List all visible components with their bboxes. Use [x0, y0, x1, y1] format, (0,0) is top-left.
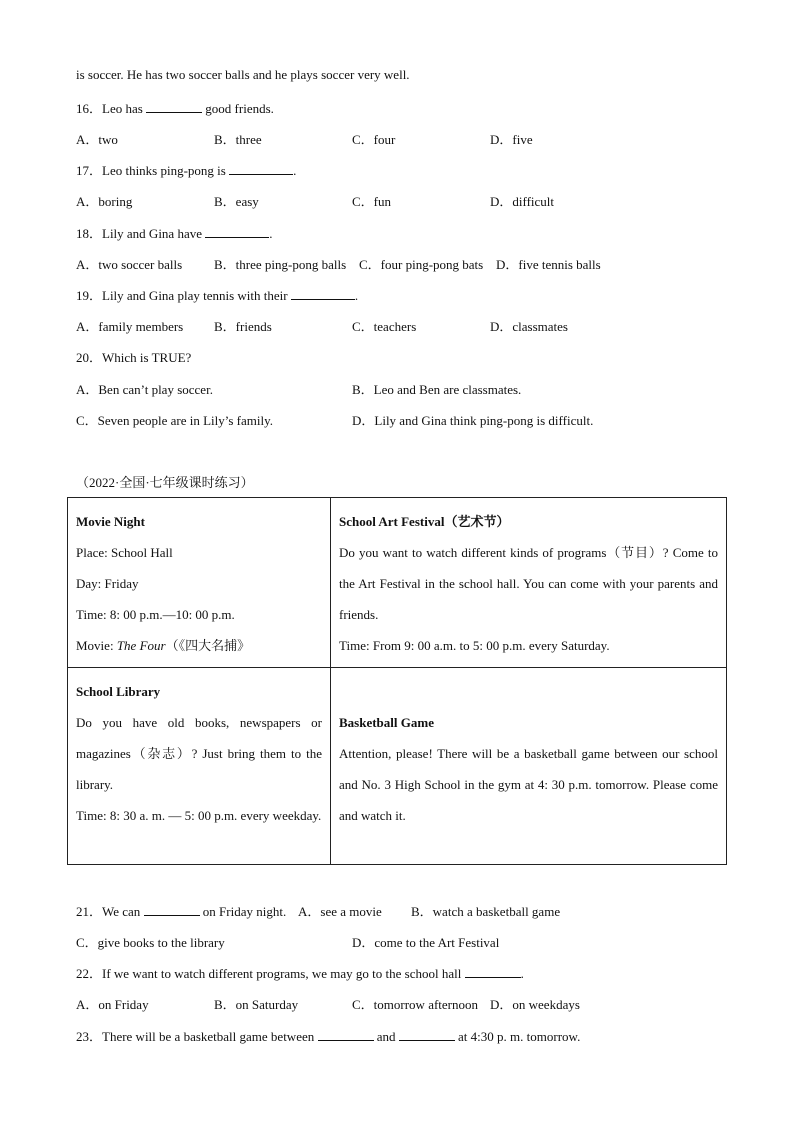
q20-option-d[interactable]: D．Lily and Gina think ping-pong is difficult. [352, 413, 594, 428]
q19-stem-post: . [354, 288, 359, 303]
q23-stem-mid: and [376, 1029, 396, 1044]
question-22 [76, 963, 524, 982]
art-festival-title-cn: （艺术节） [444, 514, 510, 529]
q19-option-d[interactable]: D．classmates [490, 319, 568, 334]
art-festival-title: School Art Festival [339, 514, 445, 529]
q16-option-c[interactable]: C．four [352, 132, 396, 147]
question-16 [76, 98, 274, 117]
art-festival-ad [331, 498, 727, 668]
movie-night-ad [68, 498, 331, 668]
art-festival-time: Time: From 9: 00 a.m. to 5: 00 p.m. every Saturday. [339, 638, 610, 653]
q16-option-a[interactable]: A．two [76, 132, 118, 147]
q21-stem-post: on Friday night. [202, 904, 287, 919]
q19-stem-pre: 19．Lily and Gina play tennis with their [76, 288, 288, 303]
q17-blank[interactable] [229, 162, 293, 175]
q17-option-c[interactable]: C．fun [352, 194, 392, 209]
q20-option-a[interactable]: A．Ben can’t play soccer. [76, 382, 213, 397]
q22-blank[interactable] [465, 965, 521, 978]
q21-option-d[interactable]: D．come to the Art Festival [352, 935, 500, 950]
question-19 [76, 285, 358, 304]
q16-option-d[interactable]: D．five [490, 132, 533, 147]
basketball-game-ad [331, 668, 727, 865]
q22-option-b[interactable]: B．on Saturday [214, 997, 299, 1012]
passage-tail: is soccer. He has two soccer balls and he plays soccer very well. [76, 67, 410, 82]
q17-option-a[interactable]: A．boring [76, 194, 133, 209]
q20-option-c[interactable]: C．Seven people are in Lily’s family. [76, 413, 273, 428]
q18-stem-pre: 18．Lily and Gina have [76, 226, 202, 241]
q19-option-b[interactable]: B．friends [214, 319, 272, 334]
q23-blank-2[interactable] [399, 1028, 455, 1041]
q21-option-c[interactable]: C．give books to the library [76, 935, 225, 950]
question-23 [76, 1026, 580, 1045]
q23-stem-pre: 23．There will be a basketball game between [76, 1029, 315, 1044]
q17-option-b[interactable]: B．easy [214, 194, 259, 209]
q22-option-a[interactable]: A．on Friday [76, 997, 149, 1012]
q21-option-a[interactable]: A．see a movie [298, 904, 382, 919]
q17-stem-post: . [293, 163, 297, 178]
q23-blank-1[interactable] [318, 1028, 374, 1041]
q22-stem-pre: 22．If we want to watch different programs, we may go to the school hall [76, 966, 462, 981]
q17-stem-pre: 17．Leo thinks ping-pong is [76, 163, 226, 178]
art-festival-body: Do you want to watch different kinds of programs（节目）? Come to the Art Festival in the school hall. You can come with your parents and friends. [339, 545, 718, 622]
basketball-game-body: Attention, please! There will be a basketball game between our school and No. 3 High School in the gym at 4: 30 p.m. tomorrow. Please come and watch it. [339, 746, 718, 823]
school-library-body: Do you have old books, newspapers or magazines（杂志）? Just bring them to the library. [76, 715, 322, 792]
question-21 [76, 901, 286, 920]
q19-option-c[interactable]: C．teachers [352, 319, 417, 334]
q18-option-a[interactable]: A．two soccer balls [76, 257, 183, 272]
q17-option-d[interactable]: D．difficult [490, 194, 555, 209]
movie-night-time: Time: 8: 00 p.m.—10: 00 p.m. [76, 607, 235, 622]
question-20: 20．Which is TRUE? [76, 350, 192, 365]
question-18 [76, 223, 273, 242]
q22-option-d[interactable]: D．on weekdays [490, 997, 580, 1012]
movie-night-place: Place: School Hall [76, 545, 173, 560]
school-library-time: Time: 8: 30 a. m. — 5: 00 p.m. every weekday. [76, 808, 322, 823]
q21-blank[interactable] [144, 903, 200, 916]
movie-name: The Four [116, 638, 166, 653]
school-library-title: School Library [76, 684, 161, 699]
q20-option-b[interactable]: B．Leo and Ben are classmates. [352, 382, 522, 397]
movie-night-day: Day: Friday [76, 576, 139, 591]
q16-blank[interactable] [146, 100, 202, 113]
q16-stem-pre: 16．Leo has [76, 101, 143, 116]
q19-option-a[interactable]: A．family members [76, 319, 184, 334]
q18-option-d[interactable]: D．five tennis balls [496, 257, 601, 272]
q18-option-b[interactable]: B．three ping-pong balls [214, 257, 347, 272]
q22-stem-post: . [520, 966, 524, 981]
basketball-game-title: Basketball Game [339, 715, 434, 730]
school-library-ad [68, 668, 331, 865]
q18-option-c[interactable]: C．four ping-pong bats [359, 257, 484, 272]
ads-table [67, 497, 727, 865]
q19-blank[interactable] [291, 287, 355, 300]
movie-name-cn: （《四大名捕》 [165, 638, 251, 653]
movie-label: Movie: [76, 638, 117, 653]
question-17 [76, 160, 296, 179]
movie-night-title: Movie Night [76, 514, 145, 529]
q22-option-c[interactable]: C．tomorrow afternoon [352, 997, 479, 1012]
q23-stem-post: at 4:30 p. m. tomorrow. [458, 1029, 581, 1044]
q16-stem-post: good friends. [205, 101, 274, 116]
q18-stem-post: . [269, 226, 273, 241]
q21-stem-pre: 21．We can [76, 904, 141, 919]
q21-option-b[interactable]: B．watch a basketball game [411, 904, 561, 919]
q18-blank[interactable] [205, 225, 269, 238]
source-label: （2022·全国·七年级课时练习） [76, 475, 254, 490]
q16-option-b[interactable]: B．three [214, 132, 262, 147]
movie-night-movie [76, 630, 322, 661]
